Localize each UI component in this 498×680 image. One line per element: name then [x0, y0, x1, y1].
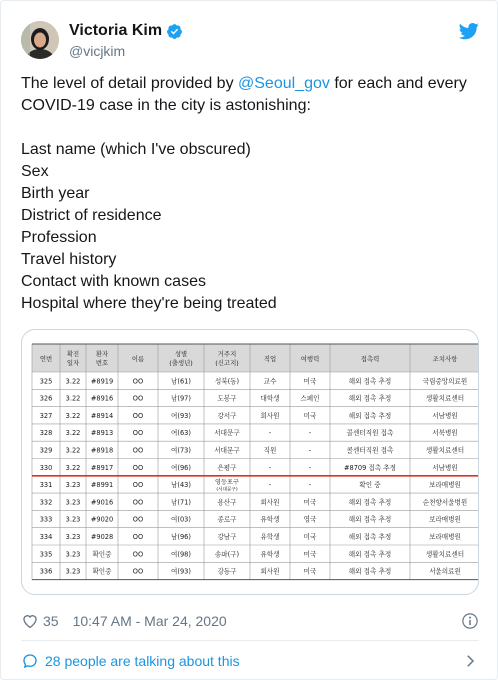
table-cell: OO — [132, 394, 144, 403]
table-cell: OO — [132, 567, 144, 576]
table-header-cell: 직업 — [263, 355, 277, 363]
conversation-count[interactable]: 28 people are talking about this — [45, 653, 240, 669]
table-cell: 송파(구) — [214, 550, 240, 559]
table-cell: 미국 — [303, 377, 317, 386]
table-cell: 성북(동) — [214, 377, 240, 386]
table-cell: 콜센터직원 접촉 — [346, 429, 394, 438]
table-cell: OO — [132, 481, 144, 490]
table-cell: 331 — [39, 481, 53, 490]
table-cell: 3.23 — [65, 567, 81, 576]
table-cell: - — [308, 429, 312, 438]
author-handle[interactable]: @vicjkim — [69, 43, 126, 59]
table-cell: 남(96) — [171, 532, 191, 541]
table-cell: 미국 — [303, 550, 317, 559]
author-name-row[interactable] — [69, 21, 183, 41]
table-cell: 3.22 — [65, 411, 81, 420]
list-item: Contact with known cases — [21, 273, 206, 290]
table-cell: 종로구 — [217, 515, 237, 524]
table-cell: 3.22 — [65, 394, 81, 403]
table-cell: #8913 — [90, 429, 114, 438]
table-cell: #8917 — [90, 463, 114, 472]
info-icon[interactable] — [461, 612, 479, 630]
table-cell: 서대문구 — [214, 429, 240, 438]
table-cell: 콜센터직원 접촉 — [346, 446, 394, 455]
table-cell: 확인중 — [92, 567, 112, 576]
table-cell: 329 — [39, 446, 53, 455]
table-cell: 강남구 — [217, 532, 237, 541]
detail-list — [21, 139, 481, 315]
table-cell: OO — [132, 429, 144, 438]
table-cell: #9028 — [90, 532, 114, 541]
table-cell: 3.23 — [65, 481, 81, 490]
table-cell: 확인 중 — [359, 481, 381, 490]
tweet-intro-start: The level of detail provided by — [21, 75, 239, 92]
table-cell: 해외 접촉 추정 — [348, 394, 392, 403]
author-name[interactable]: Victoria Kim — [69, 22, 163, 39]
table-cell: 영국 — [303, 515, 317, 524]
table-cell: 유학생 — [260, 550, 280, 559]
table-cell: #8916 — [90, 394, 114, 403]
table-cell: 생활치료센터 — [425, 394, 465, 403]
table-cell: 스페인 — [300, 394, 320, 403]
table-cell: 미국 — [303, 498, 317, 507]
table-cell: #8919 — [90, 377, 114, 386]
table-header-cell: 연번 — [39, 355, 53, 363]
table-cell: 327 — [39, 411, 53, 420]
footer-divider — [21, 640, 479, 641]
table-cell: OO — [132, 411, 144, 420]
verified-badge-icon — [166, 23, 183, 40]
table-cell: 서남병원 — [432, 463, 458, 472]
author-block — [69, 21, 183, 60]
table-cell: OO — [132, 515, 144, 524]
table-cell: - — [308, 463, 312, 472]
table-cell: 3.22 — [65, 377, 81, 386]
table-cell: 국립중앙의료원 — [422, 377, 468, 386]
table-cell: 생활치료센터 — [425, 446, 465, 455]
table-cell: 여(63) — [171, 429, 191, 438]
mention-link[interactable]: @Seoul_gov — [238, 75, 330, 92]
table-cell: 서울의료원 — [429, 567, 461, 576]
table-cell: #8918 — [90, 446, 114, 455]
case-table — [22, 330, 478, 594]
timestamp[interactable]: 10:47 AM - Mar 24, 2020 — [72, 613, 227, 629]
table-cell: 보라매병원 — [429, 515, 461, 524]
table-cell: #9016 — [90, 498, 114, 507]
table-cell: 용산구 — [217, 498, 237, 507]
table-header-cell: 성별 — [174, 350, 188, 358]
table-cell: 여(73) — [171, 446, 191, 455]
table-header-cell: 번호 — [95, 359, 109, 367]
list-item: District of residence — [21, 207, 162, 224]
table-cell: OO — [132, 463, 144, 472]
table-cell: 334 — [39, 532, 53, 541]
table-header-cell: 일자 — [66, 359, 80, 367]
table-cell: 은평구 — [217, 463, 237, 472]
table-cell: 3.22 — [65, 429, 81, 438]
list-item: Travel history — [21, 251, 117, 268]
table-cell: OO — [132, 446, 144, 455]
list-item: Birth year — [21, 185, 90, 202]
table-cell: 여(93) — [171, 567, 191, 576]
table-cell: 해외 접촉 추정 — [348, 532, 392, 541]
tweet-intro — [21, 73, 481, 117]
table-cell: 여(93) — [171, 411, 191, 420]
table-cell: 335 — [39, 550, 53, 559]
table-cell: - — [268, 429, 272, 438]
chevron-right-icon[interactable] — [461, 652, 479, 670]
table-cell: 보라매병원 — [429, 532, 461, 541]
table-cell: 회사원 — [260, 567, 280, 576]
table-cell: 순천향서울병원 — [422, 498, 468, 507]
avatar[interactable] — [21, 21, 59, 59]
table-cell: OO — [132, 532, 144, 541]
table-header-cell: 이름 — [131, 355, 145, 363]
table-cell: 교수 — [263, 377, 277, 386]
list-item: Sex — [21, 163, 49, 180]
table-cell: #8709 접촉 추정 — [344, 463, 396, 472]
table-header-cell: (출생년) — [169, 359, 193, 367]
tweet-text — [21, 73, 481, 315]
table-header-cell: 조치사항 — [432, 355, 458, 363]
table-cell: 해외 접촉 추정 — [348, 498, 392, 507]
table-cell: 여(96) — [171, 463, 191, 472]
table-cell: - — [308, 446, 312, 455]
table-cell: 333 — [39, 515, 53, 524]
table-cell: 생활치료센터 — [425, 550, 465, 559]
table-cell: 3.22 — [65, 463, 81, 472]
table-cell: 해외 접촉 추정 — [348, 550, 392, 559]
table-header-cell: (신고지) — [215, 359, 239, 367]
table-cell: 332 — [39, 498, 53, 507]
table-cell: 회사원 — [260, 411, 280, 420]
table-cell: 유학생 — [260, 515, 280, 524]
case-table-image[interactable] — [21, 329, 479, 595]
table-cell: 3.23 — [65, 532, 81, 541]
table-cell: 직원 — [263, 446, 277, 455]
conversation-link[interactable] — [21, 649, 479, 673]
table-cell: 여(98) — [171, 550, 191, 559]
table-cell: 영등포구 — [215, 478, 239, 486]
table-cell: 강서구 — [217, 411, 237, 420]
table-cell: - — [308, 481, 312, 490]
table-cell: 3.22 — [65, 446, 81, 455]
table-cell: 336 — [39, 567, 53, 576]
twitter-bird-icon[interactable] — [459, 21, 479, 41]
table-cell: 330 — [39, 463, 53, 472]
table-cell: 남(71) — [171, 498, 191, 507]
list-item: Last name (which I've obscured) — [21, 141, 251, 158]
table-cell: 유학생 — [260, 532, 280, 541]
table-cell: 보라매병원 — [429, 481, 461, 490]
table-cell: (서대문구) — [216, 487, 238, 493]
tweet-intro-end: for each and every COVID-19 case in the city is astonishing: — [21, 75, 467, 114]
table-cell: 3.23 — [65, 498, 81, 507]
table-cell: OO — [132, 550, 144, 559]
table-cell: 남(61) — [171, 377, 191, 386]
table-cell: 서대문구 — [214, 446, 240, 455]
table-header-cell: 환자 — [95, 350, 109, 358]
table-cell: 강동구 — [217, 567, 237, 576]
table-cell: 해외 접촉 추정 — [348, 411, 392, 420]
table-cell: - — [268, 463, 272, 472]
table-cell: OO — [132, 498, 144, 507]
table-cell: 325 — [39, 377, 53, 386]
table-cell: 미국 — [303, 411, 317, 420]
table-cell: #8991 — [90, 481, 114, 490]
table-cell: 미국 — [303, 532, 317, 541]
table-cell: 대학생 — [260, 394, 280, 403]
table-cell: 326 — [39, 394, 53, 403]
like-count[interactable]: 35 — [43, 613, 59, 629]
list-item: Hospital where they're being treated — [21, 295, 277, 312]
table-header-cell: 접촉력 — [360, 355, 380, 363]
table-cell: 328 — [39, 429, 53, 438]
table-header-cell: 거주지 — [217, 350, 237, 358]
table-header-bg — [32, 344, 478, 372]
table-cell: 해외 접촉 추정 — [348, 377, 392, 386]
table-cell: 회사원 — [260, 498, 280, 507]
table-cell: 여(03) — [171, 515, 191, 524]
tweet-footer — [21, 611, 479, 631]
table-header-cell: 확진 — [66, 350, 80, 358]
tweet-header — [21, 21, 479, 61]
table-cell: OO — [132, 377, 144, 386]
table-cell: 3.23 — [65, 550, 81, 559]
table-cell: #9020 — [90, 515, 114, 524]
table-cell: 남(43) — [171, 481, 191, 490]
table-cell: 미국 — [303, 567, 317, 576]
speech-bubble-icon — [21, 652, 39, 670]
heart-icon[interactable] — [21, 612, 39, 630]
table-header-cell: 여행력 — [300, 355, 320, 363]
table-cell: 도봉구 — [217, 394, 237, 403]
table-cell: 확인중 — [92, 550, 112, 559]
table-cell: 남(97) — [171, 394, 191, 403]
table-cell: 서북병원 — [432, 429, 458, 438]
table-cell: 해외 접촉 추정 — [348, 567, 392, 576]
table-cell: 서남병원 — [432, 411, 458, 420]
table-cell: 해외 접촉 추정 — [348, 515, 392, 524]
table-cell: 3.23 — [65, 515, 81, 524]
list-item: Profession — [21, 229, 97, 246]
table-cell: #8914 — [90, 411, 114, 420]
table-cell: - — [268, 481, 272, 490]
